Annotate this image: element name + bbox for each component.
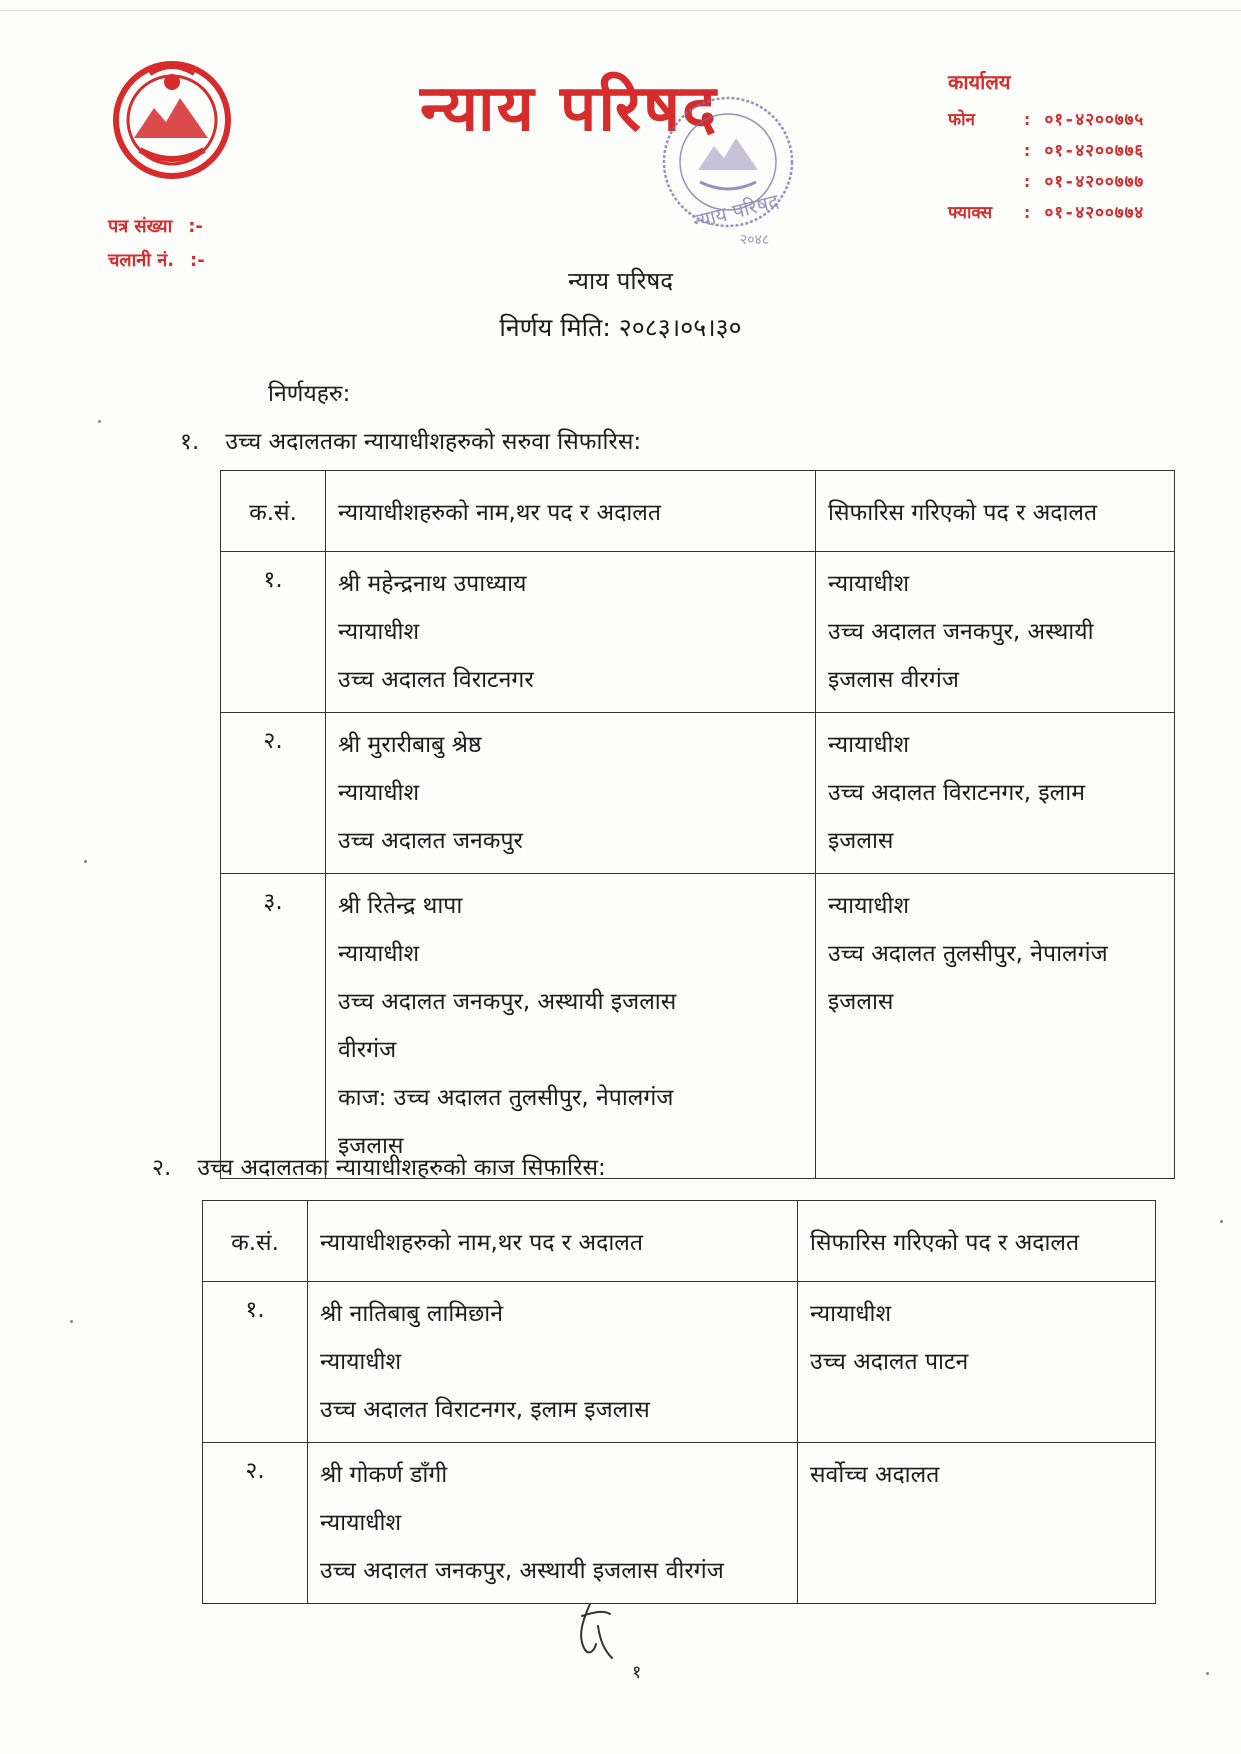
recommendation-cell	[816, 552, 1175, 713]
scan-speck	[1206, 1672, 1209, 1675]
judge-court: उच्च अदालत जनकपुर, अस्थायी इजलास वीरगंज	[320, 1558, 724, 1584]
table-row	[221, 874, 1175, 1179]
judge-post: न्यायाधीश	[338, 941, 420, 967]
recommendation-cell	[816, 874, 1175, 1179]
phone-line-3	[948, 165, 1144, 196]
dispatch-number-label: चलानी नं.	[108, 250, 175, 271]
judge-court: उच्च अदालत विराटनगर	[338, 667, 534, 693]
row-serial: २.	[203, 1443, 308, 1604]
transfer-recommendation-table	[220, 470, 1175, 1179]
recommendation-cell	[798, 1443, 1156, 1604]
judge-name: श्री मुरारीबाबु श्रेष्ठ	[338, 732, 482, 758]
handwritten-signature	[560, 1596, 630, 1666]
section-2-title	[152, 1150, 606, 1182]
judge-details-cell	[326, 874, 816, 1179]
judge-details-cell	[326, 552, 816, 713]
scan-edge-line	[0, 10, 1241, 11]
recommended-post: न्यायाधीश	[828, 893, 910, 919]
header-judge-name: न्यायाधीशहरुको नाम,थर पद र अदालत	[326, 471, 816, 552]
phone-number-3: : ०१-४२००७७७	[1022, 172, 1145, 192]
judge-details-cell	[308, 1282, 798, 1443]
section-2-number: २.	[152, 1155, 172, 1181]
seal-year: २०४८	[740, 232, 770, 248]
contact-block	[948, 68, 1144, 227]
judge-post: न्यायाधीश	[338, 780, 420, 806]
council-seal-stamp	[648, 92, 808, 252]
recommended-court-cont: इजलास वीरगंज	[828, 667, 959, 693]
judge-details-cell	[308, 1443, 798, 1604]
recommended-court: सर्वोच्च अदालत	[810, 1462, 940, 1488]
office-label: कार्यालय	[948, 70, 1011, 94]
row-serial: ३.	[221, 874, 326, 1179]
section-1-number: १.	[180, 429, 200, 455]
recommendation-cell	[798, 1282, 1156, 1443]
recommended-court: उच्च अदालत विराटनगर, इलाम	[828, 780, 1085, 806]
phone-number-1: : ०१-४२००७७५	[1022, 110, 1145, 130]
judge-post: न्यायाधीश	[320, 1510, 402, 1536]
header-recommendation: सिफारिस गरिएको पद र अदालत	[798, 1201, 1156, 1282]
scan-speck	[70, 1320, 73, 1323]
recommendation-cell	[816, 713, 1175, 874]
table-header-row	[203, 1201, 1156, 1282]
judge-deputation: काज: उच्च अदालत तुलसीपुर, नेपालगंज	[338, 1085, 674, 1111]
phone-line-2	[948, 134, 1144, 165]
judge-court: उच्च अदालत जनकपुर, अस्थायी इजलास	[338, 989, 677, 1015]
recommended-post: न्यायाधीश	[828, 571, 910, 597]
judge-court: उच्च अदालत विराटनगर, इलाम इजलास	[320, 1397, 650, 1423]
recommended-court: उच्च अदालत तुलसीपुर, नेपालगंज	[828, 941, 1108, 967]
recommended-court: उच्च अदालत पाटन	[810, 1349, 969, 1375]
table-header-row	[221, 471, 1175, 552]
row-serial: १.	[203, 1282, 308, 1443]
recommended-court-cont: इजलास	[828, 828, 894, 854]
organization-title: न्याय परिषद	[420, 72, 719, 146]
judge-details-cell	[326, 713, 816, 874]
decision-date: निर्णय मिति: २०८३।०५।३०	[499, 313, 742, 342]
judge-name: श्री महेन्द्रनाथ उपाध्याय	[338, 571, 527, 597]
page-number: १	[632, 1662, 642, 1683]
table-row	[203, 1443, 1156, 1604]
scan-speck	[98, 420, 101, 423]
fax-line	[948, 196, 1144, 227]
nepal-emblem-icon	[110, 58, 234, 182]
letter-number-label: पत्र संख्या	[108, 216, 173, 237]
seal-text: न्याय परिषद	[690, 188, 782, 234]
judge-post: न्यायाधीश	[320, 1349, 402, 1375]
recommended-post: न्यायाधीश	[828, 732, 910, 758]
section-1-title	[180, 424, 641, 456]
row-serial: २.	[221, 713, 326, 874]
scan-speck	[1220, 1220, 1223, 1223]
judge-court-cont: वीरगंज	[338, 1037, 397, 1063]
fax-label: फ्याक्स	[948, 203, 993, 223]
decisions-label: निर्णयहरु:	[268, 381, 351, 407]
letter-number-separator: :-	[188, 216, 203, 237]
header-judge-name: न्यायाधीशहरुको नाम,थर पद र अदालत	[308, 1201, 798, 1282]
table-row	[221, 552, 1175, 713]
header-serial: क.सं.	[221, 471, 326, 552]
fax-number: : ०१-४२००७७४	[1022, 203, 1145, 223]
table-row	[203, 1282, 1156, 1443]
header-serial: क.सं.	[203, 1201, 308, 1282]
letter-number-row	[108, 210, 205, 244]
phone-number-2: : ०१-४२००७७६	[1022, 141, 1145, 161]
row-serial: १.	[221, 552, 326, 713]
section-2-title-text: उच्च अदालतका न्यायाधीशहरुको काज सिफारिस:	[197, 1155, 606, 1181]
recommended-court: उच्च अदालत जनकपुर, अस्थायी	[828, 619, 1094, 645]
phone-label: फोन	[948, 110, 975, 130]
header-recommendation: सिफारिस गरिएको पद र अदालत	[816, 471, 1175, 552]
judge-post: न्यायाधीश	[338, 619, 420, 645]
section-1-title-text: उच्च अदालतका न्यायाधीशहरुको सरुवा सिफारिस:	[225, 429, 642, 455]
judge-name: श्री रितेन्द्र थापा	[338, 893, 463, 919]
judge-name: श्री गोकर्ण डाँगी	[320, 1462, 448, 1488]
table-row	[221, 713, 1175, 874]
scan-speck	[84, 860, 87, 863]
judge-court: उच्च अदालत जनकपुर	[338, 828, 523, 854]
recommended-court-cont: इजलास	[828, 989, 894, 1015]
phone-line-1	[948, 103, 1144, 134]
judge-name: श्री नातिबाबु लामिछाने	[320, 1301, 503, 1327]
judge-deputation-cont: इजलास	[338, 1133, 404, 1159]
deputation-recommendation-table	[202, 1200, 1156, 1604]
council-name-heading: न्याय परिषद	[567, 267, 674, 295]
recommended-post: न्यायाधीश	[810, 1301, 892, 1327]
dispatch-number-separator: :-	[190, 250, 205, 271]
